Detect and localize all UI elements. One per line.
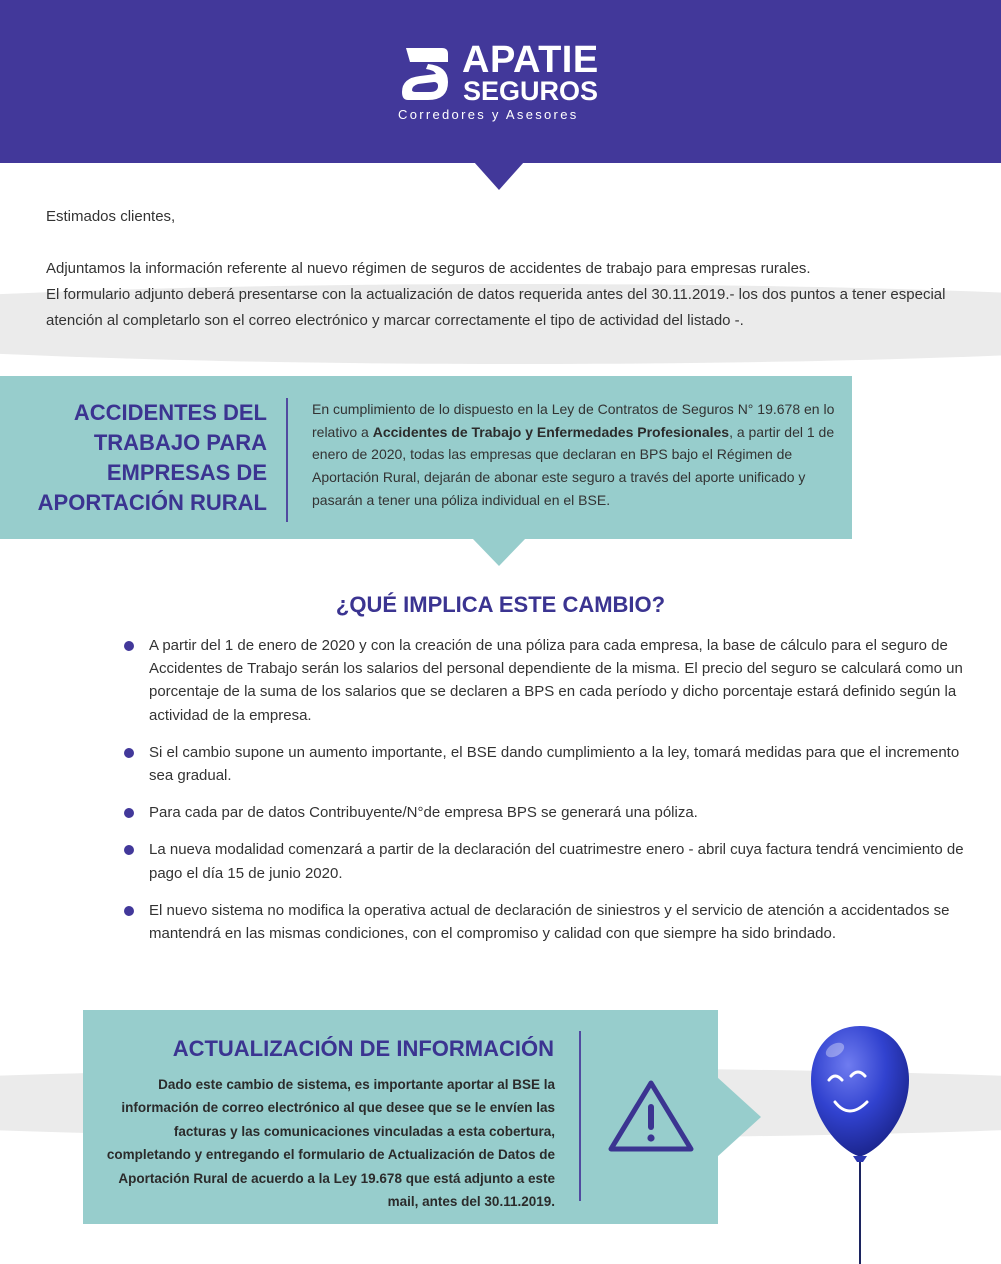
list-item-text: Si el cambio supone un aumento importante, el BSE dando cumplimiento a la ley, tomará medidas para que el incremento sea gradual. — [149, 743, 960, 785]
banner-text-intro: En cumplimiento de lo dispuesto en la Ley de Contratos de Seguros N° 19.678 en lo relativo a — [312, 401, 835, 440]
balloon-illustration — [805, 1022, 915, 1264]
bullet-dot-icon — [124, 906, 134, 916]
banner-text — [312, 398, 840, 512]
banner-notch — [472, 538, 526, 566]
bullet-dot-icon — [124, 845, 134, 855]
changes-title: ¿QUÉ IMPLICA ESTE CAMBIO? — [335, 592, 666, 617]
list-item-text: Para cada par de datos Contribuyente/N°de empresa BPS se generará una póliza. — [149, 804, 698, 822]
intro-section — [46, 204, 976, 334]
intro-paragraph-line1: Adjuntamos la información referente al nuevo régimen de seguros de accidentes de trabajo para empresas rurales. — [46, 260, 811, 277]
list-item-text: A partir del 1 de enero de 2020 y con la creación de una póliza para cada empresa, la base de cálculo para el seguro de Accidentes de Trabajo serán los salarios del personal dependiente de la misma. El precio del seguro se calculará como un porcentaje de la suma de los salarios que se declaren a BPS en cada período y dicho porcentaje estará definido según la actividad de la empresa. — [149, 637, 963, 724]
list-item — [124, 899, 964, 945]
bullet-dot-icon — [124, 808, 134, 818]
greeting: Estimados clientes, — [46, 208, 176, 225]
update-banner-arrow — [717, 1077, 761, 1157]
warning-icon — [607, 1078, 695, 1154]
bullet-dot-icon — [124, 748, 134, 758]
brand-name-line1: APATIE — [462, 39, 599, 81]
banner-text-rest: , a partir del 1 de enero de 2020, todas las empresas que declaran en BPS bajo el Régimen de Aportación Rural, dejarán de abonar este seguro a través del aporte unificado y pasarán a tener una póliza individual en el BSE. — [312, 423, 835, 508]
banner-divider — [286, 398, 288, 522]
intro-paragraph-line2: El formulario adjunto deberá presentarse con la actualización de datos requerida antes del 30.11.2019.- los dos puntos a tener especial atención al completarlo son el correo electrónico y marcar correctamente el tipo de actividad del listado -. — [46, 286, 946, 329]
banner-title: ACCIDENTES DEL TRABAJO PARA EMPRESAS DE APORTACIÓN RURAL — [37, 400, 267, 515]
update-title: ACTUALIZACIÓN DE INFORMACIÓN — [172, 1036, 554, 1061]
bullet-dot-icon — [124, 641, 134, 651]
header-notch — [474, 162, 524, 190]
header-banner — [0, 0, 1001, 163]
list-item-text: El nuevo sistema no modifica la operativa actual de declaración de siniestros y el servicio de atención a accidentados se mantendrá en las mismas condiciones, con el compromiso y calidad con que siempre ha sido brindado. — [149, 901, 950, 943]
update-text: Dado este cambio de sistema, es importante aportar al BSE la información de correo electrónico al que desee que se le envíen las facturas y las comunicaciones vinculadas a esta cobertura, completando y entregando el formulario de Actualización de Datos de Aportación Rural de acuerdo a la Ley 19.678 que está adjunto a este mail, antes del 30.11.2019. — [106, 1077, 555, 1210]
list-item — [124, 801, 964, 824]
brand-name-line2: SEGUROS — [463, 76, 599, 106]
banner-text-bold: Accidentes de Trabajo y Enfermedades Profesionales — [372, 423, 730, 440]
list-item — [124, 741, 964, 787]
update-divider — [579, 1031, 581, 1201]
brand-tagline: Corredores y Asesores — [398, 107, 579, 122]
brand-logo[interactable] — [396, 40, 611, 130]
list-item — [124, 838, 964, 884]
list-item — [124, 634, 964, 727]
changes-list — [124, 634, 964, 959]
list-item-text: La nueva modalidad comenzará a partir de la declaración del cuatrimestre enero - abril cuya factura tendrá vencimiento de pago el día 15 de junio 2020. — [149, 841, 964, 882]
apatie-logo-icon — [398, 42, 452, 104]
